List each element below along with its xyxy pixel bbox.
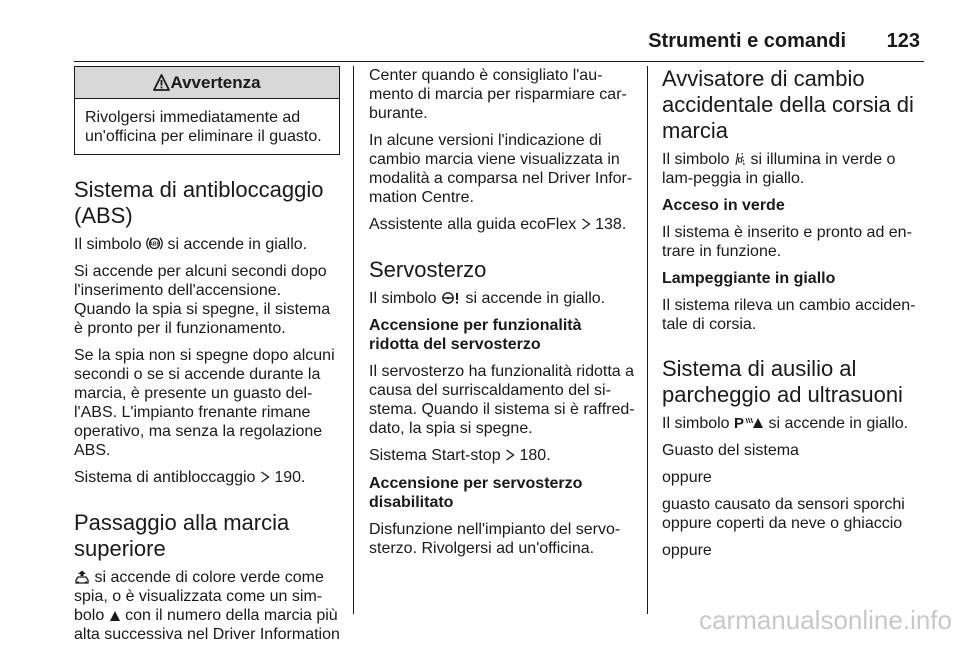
page-reference-arrow-icon — [260, 469, 270, 488]
column-divider-right — [647, 66, 648, 614]
page-reference-arrow-icon — [581, 216, 591, 235]
steering-subheading-2: Accensione per servosterzo disabilitato — [369, 475, 583, 511]
parking-section-title: Sistema di ausilio al parcheggio ad ultrasuoni — [662, 356, 903, 407]
warning-triangle-icon — [153, 74, 170, 91]
svg-text:ABS: ABS — [149, 241, 160, 248]
steering-paragraph-3 — [369, 446, 635, 466]
parking-paragraph-1 — [662, 414, 924, 433]
steering-p3-ref: 180. — [519, 447, 551, 464]
watermark: carmanualsonline.info — [699, 605, 952, 635]
column-divider-left — [353, 66, 354, 614]
steering-paragraph-1 — [369, 289, 635, 308]
shift-section-title: Passaggio alla marcia superiore — [74, 510, 290, 561]
running-title: Strumenti e comandi — [648, 30, 846, 52]
abs-p4-pre: Sistema di antibloccaggio — [74, 469, 260, 486]
power-steering-icon — [441, 291, 461, 305]
lane-departure-icon — [734, 152, 746, 166]
abs-paragraph-3: Se la spia non si spegne dopo alcuni secondi o se si accende durante la marcia, è presente un guasto del-l'ABS. L'impianto frenante rimane operativo, ma senza la regolazione ABS. — [74, 347, 335, 459]
shift-up-triangle-icon — [109, 610, 121, 622]
abs-section-title: Sistema di antibloccaggio (ABS) — [74, 177, 324, 228]
steering-p3-pre: Sistema Start-stop — [369, 447, 506, 464]
steering-p1-post: si accende in giallo. — [461, 290, 606, 307]
lane-p1-pre: Il simbolo — [662, 151, 735, 168]
steering-p1-pre: Il simbolo — [369, 290, 442, 307]
column-2 — [369, 66, 635, 566]
shift-cont-paragraph-2: In alcune versioni l'indicazione di cambio marcia viene visualizzata in modalità a comparsa nel Driver Infor-mation Centre. — [369, 132, 633, 206]
steering-section-title: Servosterzo — [369, 257, 487, 282]
lane-paragraph-1 — [662, 150, 924, 188]
shift-p1-a: si accende di colore verde come spia, o è visualizzata come un sim-bolo — [74, 569, 324, 624]
warning-box — [74, 66, 340, 155]
warning-body: Rivolgersi immediatamente ad un'officina per eliminare il guasto. — [85, 109, 322, 145]
parking-paragraph-2: Guasto del sistema — [662, 442, 799, 459]
parking-p1-pre: Il simbolo — [662, 415, 735, 432]
abs-paragraph-4 — [74, 468, 340, 488]
parking-p1-post: si accende in giallo. — [764, 415, 909, 432]
page-header — [74, 24, 924, 52]
page-reference-arrow-icon — [505, 447, 515, 466]
page-number: 123 — [886, 30, 920, 52]
shift-up-car-icon — [74, 570, 90, 584]
abs-paragraph-1 — [74, 235, 340, 254]
shift-paragraph-1 — [74, 568, 340, 644]
steering-paragraph-2: Il servosterzo ha funzionalità ridotta a causa del surriscaldamento del si-stema. Quando il sistema si è raffred-dato, la spia si spegne. — [369, 363, 635, 437]
shift-p1-b: con il numero della marcia più alta successiva nel Driver Information — [74, 607, 340, 643]
lane-p1-post: si illumina in verde o lam-peggia in giallo. — [662, 151, 896, 187]
shift-cont-paragraph-1: Center quando è consigliato l'au-mento di marcia per risparmiare car-burante. — [369, 67, 627, 122]
warning-box-header — [75, 67, 339, 99]
abs-p1-pre: Il simbolo — [74, 236, 147, 253]
shift-cont-p3-pre: Assistente alla guida ecoFlex — [369, 216, 581, 233]
shift-cont-p3-ref: 138. — [595, 216, 627, 233]
header-rule — [74, 61, 924, 62]
lane-paragraph-3: Il sistema rileva un cambio acciden-tale di corsia. — [662, 297, 916, 333]
lane-subheading-2: Lampeggiante in giallo — [662, 270, 836, 287]
abs-warning-icon — [146, 236, 163, 251]
steering-subheading-1: Accensione per funzionalità ridotta del servosterzo — [369, 317, 582, 353]
lane-section-title: Avvisatore di cambio accidentale della corsia di marcia — [662, 66, 914, 143]
svg-text:P: P — [734, 415, 745, 430]
abs-p4-ref: 190. — [274, 469, 306, 486]
column-3 — [662, 66, 924, 568]
lane-subheading-1: Acceso in verde — [662, 197, 785, 214]
parking-paragraph-5: oppure — [662, 542, 712, 559]
parking-paragraph-4: guasto causato da sensori sporchi oppure coperti da neve o ghiaccio — [662, 496, 905, 532]
abs-paragraph-2: Si accende per alcuni secondi dopo l'inserimento dell'accensione. Quando la spia si spegne, il sistema è pronto per il funzionamento. — [74, 263, 331, 337]
warning-heading: Avvertenza — [170, 73, 261, 92]
steering-paragraph-4: Disfunzione nell'impianto del servo-sterzo. Rivolgersi ad un'officina. — [369, 521, 621, 557]
abs-p1-post: si accende in giallo. — [163, 236, 308, 253]
shift-cont-paragraph-3 — [369, 215, 635, 235]
parking-paragraph-3: oppure — [662, 469, 712, 486]
parking-assist-icon — [734, 415, 764, 430]
lane-paragraph-2: Il sistema è inserito e pronto ad en-trare in funzione. — [662, 224, 912, 260]
column-1 — [74, 66, 340, 652]
